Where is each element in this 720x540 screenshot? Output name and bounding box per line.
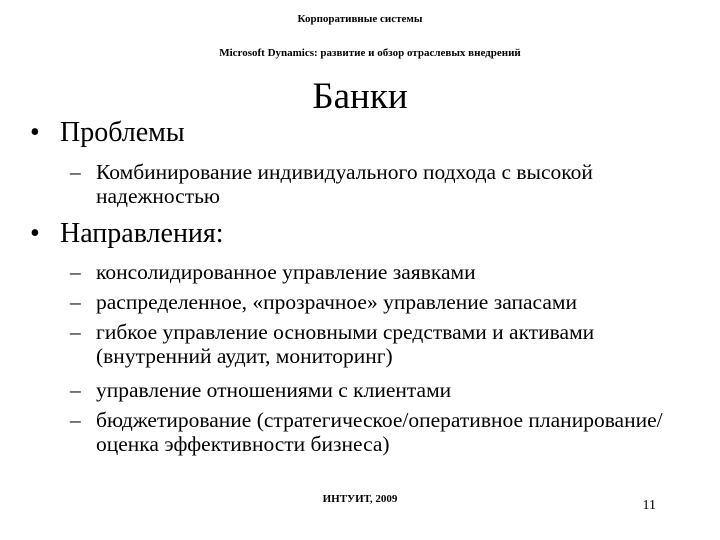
dash-icon: – — [70, 160, 81, 184]
slide-title: Банки — [312, 76, 408, 117]
bullet-directions-label: Направления: — [60, 218, 224, 249]
footer-text: ИНТУИТ, 2009 — [322, 493, 398, 505]
directions-item — [70, 260, 710, 284]
dash-icon: – — [70, 378, 81, 402]
bullet-problems — [30, 117, 185, 149]
dash-icon: – — [70, 408, 81, 432]
directions-item — [70, 408, 710, 456]
bullet-problems-label: Проблемы — [60, 117, 185, 148]
directions-item-text: распределенное, «прозрачное» управление запасами — [96, 290, 577, 314]
bullet-icon: • — [30, 218, 40, 249]
directions-item — [70, 290, 710, 314]
directions-item-text: консолидированное управление заявками — [96, 260, 476, 284]
directions-item-text: управление отношениями с клиентами — [96, 378, 452, 402]
header-course-title: Корпоративные системы — [297, 13, 423, 25]
directions-item — [70, 320, 710, 368]
directions-item-text: бюджетирование (стратегическое/оперативное планирование/оценка эффективности бизнеса) — [96, 408, 663, 456]
directions-item-text: гибкое управление основными средствами и активами (внутренний аудит, мониторинг) — [96, 320, 595, 368]
dash-icon: – — [70, 320, 81, 344]
problems-item-text: Комбинирование индивидуального подхода с высокой надежностью — [96, 160, 593, 208]
header-lecture-title: Microsoft Dynamics: развитие и обзор отраслевых внедрений — [219, 47, 521, 59]
dash-icon: – — [70, 290, 81, 314]
dash-icon: – — [70, 260, 81, 284]
problems-item — [70, 160, 710, 208]
page-number: 11 — [642, 498, 656, 513]
directions-item — [70, 378, 710, 402]
bullet-directions — [30, 218, 224, 250]
bullet-icon: • — [30, 117, 40, 148]
